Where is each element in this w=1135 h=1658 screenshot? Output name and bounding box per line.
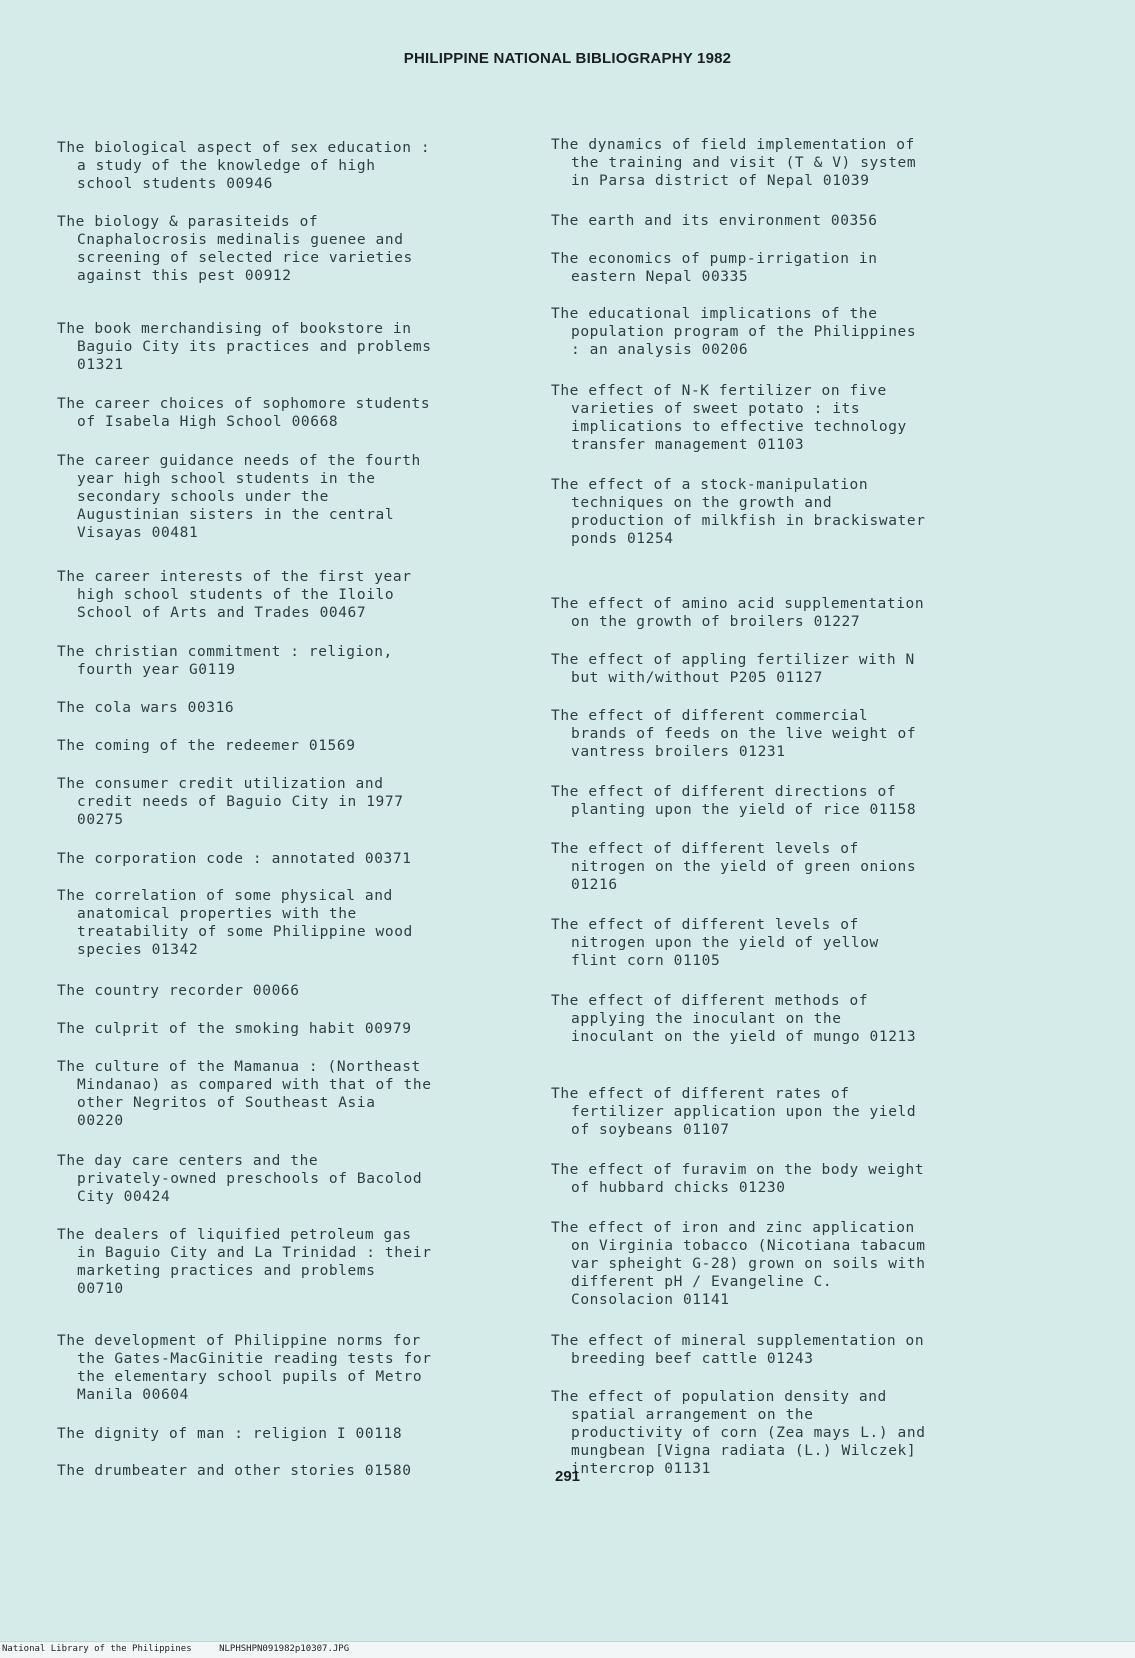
bib-entry <box>551 783 916 819</box>
scan-footer <box>0 1641 1135 1658</box>
entry-continuation-line: credit needs of Baguio City in 1977 <box>77 794 404 810</box>
entry-title-line: The effect of N-K fertilizer on five <box>551 383 887 399</box>
entry-continuation-line: techniques on the growth and <box>571 495 833 511</box>
entry-title-line: The biological aspect of sex education : <box>57 140 431 156</box>
entry-continuation-line: inoculant on the yield of mungo 01213 <box>571 1029 917 1045</box>
entry-continuation-line: the training and visit (T & V) system <box>571 155 917 171</box>
entry-continuation-line: treatability of some Philippine wood <box>77 924 413 940</box>
entry-continuation-line: brands of feeds on the live weight of <box>571 726 917 742</box>
page-header: PHILIPPINE NATIONAL BIBLIOGRAPHY 1982 <box>403 50 732 67</box>
entry-continuation-line: other Negritos of Southeast Asia <box>77 1095 376 1111</box>
entry-continuation-line: Mindanao) as compared with that of the <box>77 1077 432 1093</box>
footer-institution: National Library of the Philippines <box>2 1644 192 1654</box>
entry-continuation-line: 00275 <box>77 812 124 828</box>
bib-entry <box>551 651 915 687</box>
entry-title-line: The culture of the Mamanua : (Northeast <box>57 1059 421 1075</box>
entry-continuation-line: Baguio City its practices and problems <box>77 339 432 355</box>
page-number: 291 <box>554 1468 581 1485</box>
entry-title-line: The effect of amino acid supplementation <box>551 596 925 612</box>
bib-entry <box>551 1085 916 1139</box>
entry-title-line: The consumer credit utilization and <box>57 776 384 792</box>
entry-continuation-line: 01321 <box>77 357 124 373</box>
entry-continuation-line: 01216 <box>571 877 618 893</box>
entry-title-line: The effect of a stock-manipulation <box>551 477 869 493</box>
entry-title-line: The dignity of man : religion I 00118 <box>57 1426 403 1442</box>
bib-entry <box>551 1388 926 1478</box>
footer-filename: NLPHSHPN091982p10307.JPG <box>219 1644 350 1654</box>
entry-continuation-line: of hubbard chicks 01230 <box>571 1180 786 1196</box>
entry-continuation-line: breeding beef cattle 01243 <box>571 1351 814 1367</box>
entry-title-line: The dynamics of field implementation of <box>551 137 915 153</box>
bib-entry <box>551 707 916 761</box>
entry-continuation-line: intercrop 01131 <box>571 1461 711 1477</box>
entry-continuation-line: privately-owned preschools of Bacolod <box>77 1171 423 1187</box>
entry-title-line: The effect of appling fertilizer with N <box>551 652 915 668</box>
entry-continuation-line: 00710 <box>77 1281 124 1297</box>
entry-continuation-line: planting upon the yield of rice 01158 <box>571 802 917 818</box>
bib-entry <box>551 476 926 548</box>
entry-title-line: The culprit of the smoking habit 00979 <box>57 1021 412 1037</box>
entry-title-line: The career choices of sophomore students <box>57 396 431 412</box>
entry-title-line: The dealers of liquified petroleum gas <box>57 1227 412 1243</box>
entry-continuation-line: fertilizer application upon the yield <box>571 1104 917 1120</box>
bib-entry <box>551 595 924 631</box>
entry-title-line: The drumbeater and other stories 01580 <box>57 1463 412 1479</box>
entry-continuation-line: of soybeans 01107 <box>571 1122 730 1138</box>
scan-footer-text <box>2 1644 371 1655</box>
entry-continuation-line: screening of selected rice varieties <box>77 250 413 266</box>
entry-continuation-line: anatomical properties with the <box>77 906 357 922</box>
bib-entry <box>551 1219 926 1309</box>
entry-title-line: The effect of different directions of <box>551 784 897 800</box>
entry-continuation-line: marketing practices and problems <box>77 1263 376 1279</box>
entry-continuation-line: ponds 01254 <box>571 531 674 547</box>
entry-continuation-line: the Gates-MacGinitie reading tests for <box>77 1351 432 1367</box>
entry-continuation-line: mungbean [Vigna radiata (L.) Wilczek] <box>571 1443 917 1459</box>
entry-continuation-line: nitrogen upon the yield of yellow <box>571 935 879 951</box>
entry-continuation-line: 00220 <box>77 1113 124 1129</box>
entry-continuation-line: population program of the Philippines <box>571 324 917 340</box>
entry-continuation-line: of Isabela High School 00668 <box>77 414 339 430</box>
entry-continuation-line: high school students of the Iloilo <box>77 587 395 603</box>
entry-continuation-line: implications to effective technology <box>571 419 907 435</box>
entry-title-line: The effect of different methods of <box>551 993 869 1009</box>
entry-title-line: The educational implications of the <box>551 306 878 322</box>
entry-continuation-line: productivity of corn (Zea mays L.) and <box>571 1425 926 1441</box>
entry-continuation-line: transfer management 01103 <box>571 437 805 453</box>
entry-continuation-line: year high school students in the <box>77 471 376 487</box>
entry-continuation-line: applying the inoculant on the <box>571 1011 842 1027</box>
bib-entry <box>551 992 916 1046</box>
entry-title-line: The effect of iron and zinc application <box>551 1220 915 1236</box>
entry-continuation-line: different pH / Evangeline C. <box>571 1274 833 1290</box>
entry-continuation-line: but with/without P205 01127 <box>571 670 823 686</box>
entry-title-line: The christian commitment : religion, <box>57 644 393 660</box>
entry-continuation-line: var spheight G-28) grown on soils with <box>571 1256 926 1272</box>
bib-entry <box>551 250 878 286</box>
entry-continuation-line: varieties of sweet potato : its <box>571 401 861 417</box>
entry-continuation-line: on the growth of broilers 01227 <box>571 614 861 630</box>
entry-continuation-line: City 00424 <box>77 1189 171 1205</box>
entry-continuation-line: : an analysis 00206 <box>571 342 749 358</box>
entry-continuation-line: nitrogen on the yield of green onions <box>571 859 917 875</box>
entry-continuation-line: fourth year G0119 <box>77 662 236 678</box>
bib-entry <box>551 136 916 190</box>
entry-title-line: The effect of furavim on the body weight <box>551 1162 925 1178</box>
entry-continuation-line: in Parsa district of Nepal 01039 <box>571 173 870 189</box>
entry-title-line: The effect of different rates of <box>551 1086 850 1102</box>
entry-continuation-line: Cnaphalocrosis medinalis guenee and <box>77 232 404 248</box>
entry-continuation-line: spatial arrangement on the <box>571 1407 814 1423</box>
bib-entry <box>551 840 916 894</box>
entry-continuation-line: on Virginia tobacco (Nicotiana tabacum <box>571 1238 926 1254</box>
entry-continuation-line: flint corn 01105 <box>571 953 721 969</box>
bib-entry <box>551 916 879 970</box>
entry-continuation-line: species 01342 <box>77 942 199 958</box>
entry-title-line: The career guidance needs of the fourth <box>57 453 421 469</box>
entry-title-line: The effect of different commercial <box>551 708 869 724</box>
entry-continuation-line: production of milkfish in brackiswater <box>571 513 926 529</box>
entry-title-line: The corporation code : annotated 00371 <box>57 851 412 867</box>
entry-title-line: The country recorder 00066 <box>57 983 300 999</box>
entry-title-line: The earth and its environment 00356 <box>551 213 878 229</box>
bib-entry <box>551 1332 924 1368</box>
entry-title-line: The day care centers and the <box>57 1153 319 1169</box>
entry-continuation-line: in Baguio City and La Trinidad : their <box>77 1245 432 1261</box>
entry-continuation-line: school students 00946 <box>77 176 273 192</box>
entry-continuation-line: secondary schools under the <box>77 489 329 505</box>
entry-continuation-line: Visayas 00481 <box>77 525 199 541</box>
entry-title-line: The effect of different levels of <box>551 841 859 857</box>
entry-title-line: The coming of the redeemer 01569 <box>57 738 356 754</box>
bib-entry <box>551 212 878 230</box>
entry-continuation-line: against this pest 00912 <box>77 268 292 284</box>
entry-title-line: The effect of population density and <box>551 1389 887 1405</box>
entry-continuation-line: eastern Nepal 00335 <box>571 269 749 285</box>
entry-title-line: The career interests of the first year <box>57 569 412 585</box>
entry-title-line: The cola wars 00316 <box>57 700 235 716</box>
entry-title-line: The correlation of some physical and <box>57 888 393 904</box>
entry-title-line: The book merchandising of bookstore in <box>57 321 412 337</box>
bib-entry <box>551 1161 924 1197</box>
entry-continuation-line: the elementary school pupils of Metro <box>77 1369 423 1385</box>
entry-continuation-line: vantress broilers 01231 <box>571 744 786 760</box>
entry-continuation-line: Manila 00604 <box>77 1387 189 1403</box>
entry-title-line: The economics of pump-irrigation in <box>551 251 878 267</box>
entry-title-line: The development of Philippine norms for <box>57 1333 421 1349</box>
entry-continuation-line: Consolacion 01141 <box>571 1292 730 1308</box>
bib-entry <box>551 305 916 359</box>
entry-title-line: The effect of mineral supplementation on <box>551 1333 925 1349</box>
bib-entry <box>551 382 907 454</box>
entry-title-line: The effect of different levels of <box>551 917 859 933</box>
entry-continuation-line: a study of the knowledge of high <box>77 158 376 174</box>
entry-continuation-line: School of Arts and Trades 00467 <box>77 605 367 621</box>
entry-continuation-line: Augustinian sisters in the central <box>77 507 395 523</box>
entry-title-line: The biology & parasiteids of <box>57 214 319 230</box>
